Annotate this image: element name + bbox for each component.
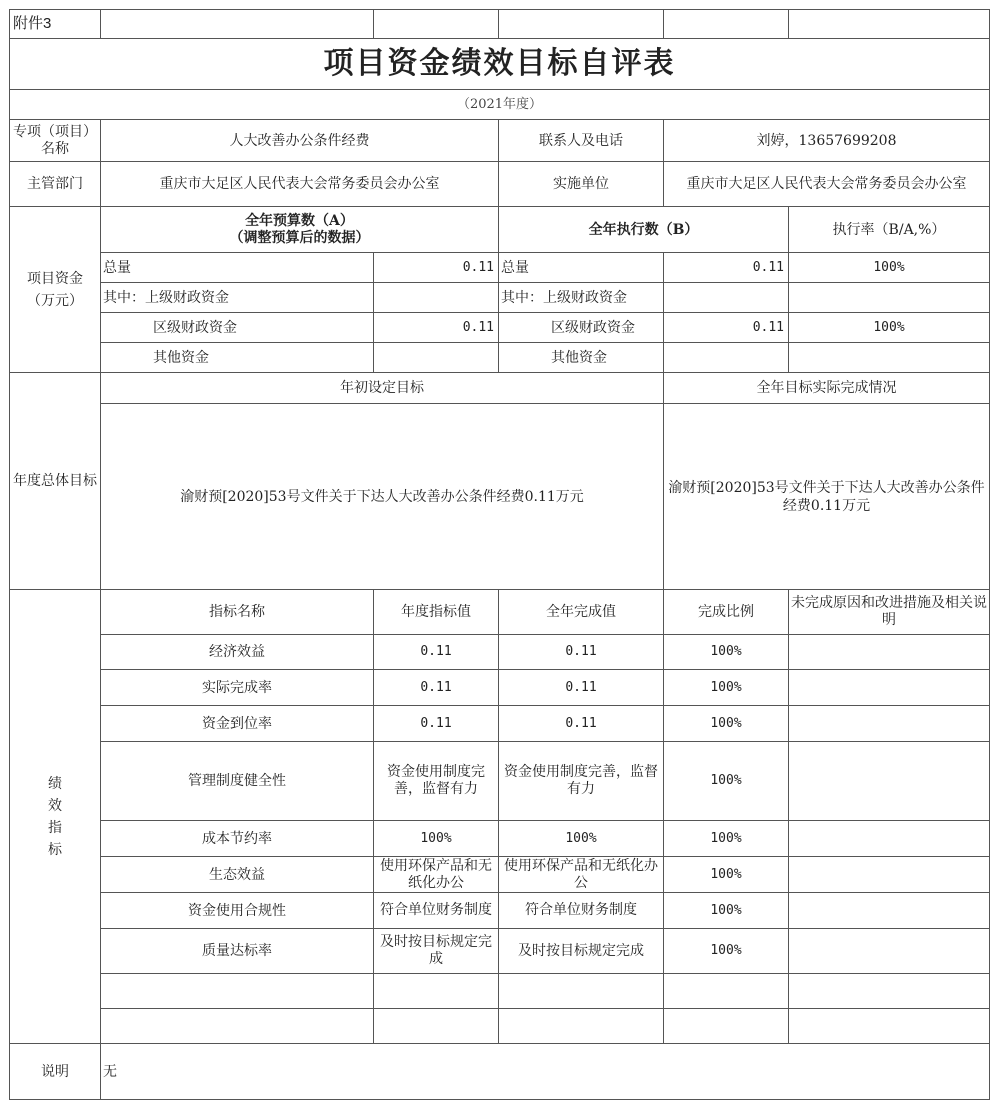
- budget-row-label: 其中：上级财政资金: [101, 283, 374, 313]
- indicator-target: 资金使用制度完善，监督有力: [374, 742, 499, 821]
- budget-row-value: [374, 283, 499, 313]
- indicator-reason: [789, 929, 990, 974]
- budget-row-value: [374, 343, 499, 373]
- indicator-name: 经济效益: [101, 635, 374, 670]
- exec-row-label: 其他资金: [499, 343, 664, 373]
- indicator-actual: 0.11: [499, 706, 664, 742]
- budget-row-value: 0.11: [374, 313, 499, 343]
- exec-row-label: 总量: [499, 253, 664, 283]
- year-label: （2021年度）: [10, 90, 990, 120]
- indicator-actual: 0.11: [499, 635, 664, 670]
- funds-label: [10, 207, 101, 373]
- indicator-ratio: 100%: [664, 857, 789, 893]
- indicator-reason: [789, 821, 990, 857]
- initial-goal-text: 渝财预[2020]53号文件关于下达人大改善办公条件经费0.11万元: [101, 404, 664, 590]
- empty-cell: [499, 10, 664, 39]
- empty-cell: [789, 10, 990, 39]
- empty-cell: [374, 974, 499, 1009]
- budget-row-label: 其他资金: [101, 343, 374, 373]
- indicator-name: 成本节约率: [101, 821, 374, 857]
- indicator-target: 100%: [374, 821, 499, 857]
- indicator-reason: [789, 742, 990, 821]
- indicators-label-char: 指: [48, 819, 62, 836]
- indicator-reason: [789, 893, 990, 929]
- indicator-ratio: 100%: [664, 742, 789, 821]
- empty-cell: [664, 974, 789, 1009]
- indicator-reason-header: 未完成原因和改进措施及相关说明: [789, 590, 990, 635]
- empty-cell: [101, 10, 374, 39]
- indicator-ratio-header: 完成比例: [664, 590, 789, 635]
- empty-cell: [789, 974, 990, 1009]
- budget-row-label: 区级财政资金: [101, 313, 374, 343]
- indicator-name: 管理制度健全性: [101, 742, 374, 821]
- empty-cell: [789, 1009, 990, 1044]
- actual-goal-text: 渝财预[2020]53号文件关于下达人大改善办公条件经费0.11万元: [664, 404, 990, 590]
- impl-value: 重庆市大足区人民代表大会常务委员会办公室: [664, 162, 990, 207]
- budget-header-line1: 全年预算数（A）: [245, 212, 354, 229]
- empty-cell: [101, 974, 374, 1009]
- exec-header: 全年执行数（B）: [499, 207, 789, 253]
- indicator-reason: [789, 706, 990, 742]
- indicator-target: 使用环保产品和无纸化办公: [374, 857, 499, 893]
- empty-cell: [374, 1009, 499, 1044]
- indicator-name: 实际完成率: [101, 670, 374, 706]
- indicators-label-char: 绩: [48, 775, 62, 792]
- indicators-label: [10, 590, 101, 1044]
- indicator-actual-header: 全年完成值: [499, 590, 664, 635]
- indicator-target: 0.11: [374, 635, 499, 670]
- indicator-target: 及时按目标规定完成: [374, 929, 499, 974]
- initial-goal-header: 年初设定目标: [101, 373, 664, 404]
- indicator-ratio: 100%: [664, 706, 789, 742]
- funds-label-line2: （万元）: [27, 292, 83, 309]
- indicator-reason: [789, 670, 990, 706]
- indicator-ratio: 100%: [664, 821, 789, 857]
- exec-row-value: [664, 283, 789, 313]
- rate-header: 执行率（B/A,%）: [789, 207, 990, 253]
- indicator-actual: 100%: [499, 821, 664, 857]
- empty-cell: [499, 974, 664, 1009]
- exec-row-value: [664, 343, 789, 373]
- rate-row-value: [789, 343, 990, 373]
- budget-row-label: 总量: [101, 253, 374, 283]
- goals-label: 年度总体目标: [10, 373, 101, 590]
- contact-value: 刘婷，13657699208: [664, 120, 990, 162]
- indicator-ratio: 100%: [664, 893, 789, 929]
- indicator-ratio: 100%: [664, 929, 789, 974]
- empty-cell: [664, 1009, 789, 1044]
- dept-label: 主管部门: [10, 162, 101, 207]
- funds-label-line1: 项目资金: [27, 270, 83, 287]
- indicator-actual: 符合单位财务制度: [499, 893, 664, 929]
- indicator-target: 0.11: [374, 670, 499, 706]
- notes-value: 无: [101, 1044, 990, 1100]
- indicators-label-char: 标: [48, 841, 62, 858]
- project-name-value: 人大改善办公条件经费: [101, 120, 499, 162]
- indicator-name: 资金到位率: [101, 706, 374, 742]
- indicator-ratio: 100%: [664, 635, 789, 670]
- attachment-label: 附件3: [10, 10, 101, 39]
- indicator-name: 生态效益: [101, 857, 374, 893]
- impl-label: 实施单位: [499, 162, 664, 207]
- indicator-target: 0.11: [374, 706, 499, 742]
- indicator-actual: 使用环保产品和无纸化办公: [499, 857, 664, 893]
- indicator-actual: 及时按目标规定完成: [499, 929, 664, 974]
- empty-cell: [664, 10, 789, 39]
- rate-row-value: 100%: [789, 253, 990, 283]
- budget-header: [101, 207, 499, 253]
- indicators-label-char: 效: [48, 797, 62, 814]
- exec-row-value: 0.11: [664, 253, 789, 283]
- contact-label: 联系人及电话: [499, 120, 664, 162]
- evaluation-table: [9, 9, 990, 1100]
- page-title: 项目资金绩效目标自评表: [10, 39, 990, 90]
- empty-cell: [499, 1009, 664, 1044]
- actual-goal-header: 全年目标实际完成情况: [664, 373, 990, 404]
- evaluation-sheet: [9, 9, 990, 1100]
- budget-row-value: 0.11: [374, 253, 499, 283]
- indicator-name: 质量达标率: [101, 929, 374, 974]
- rate-row-value: [789, 283, 990, 313]
- indicator-target: 符合单位财务制度: [374, 893, 499, 929]
- indicator-target-header: 年度指标值: [374, 590, 499, 635]
- indicator-actual: 资金使用制度完善，监督有力: [499, 742, 664, 821]
- empty-cell: [101, 1009, 374, 1044]
- indicator-name-header: 指标名称: [101, 590, 374, 635]
- indicator-reason: [789, 635, 990, 670]
- empty-cell: [374, 10, 499, 39]
- exec-row-label: 其中：上级财政资金: [499, 283, 664, 313]
- indicator-actual: 0.11: [499, 670, 664, 706]
- exec-row-label: 区级财政资金: [499, 313, 664, 343]
- indicator-name: 资金使用合规性: [101, 893, 374, 929]
- notes-label: 说明: [10, 1044, 101, 1100]
- exec-row-value: 0.11: [664, 313, 789, 343]
- indicator-ratio: 100%: [664, 670, 789, 706]
- budget-header-line2: （调整预算后的数据）: [229, 229, 370, 246]
- project-name-label: 专项（项目）名称: [10, 120, 101, 162]
- rate-row-value: 100%: [789, 313, 990, 343]
- dept-value: 重庆市大足区人民代表大会常务委员会办公室: [101, 162, 499, 207]
- indicator-reason: [789, 857, 990, 893]
